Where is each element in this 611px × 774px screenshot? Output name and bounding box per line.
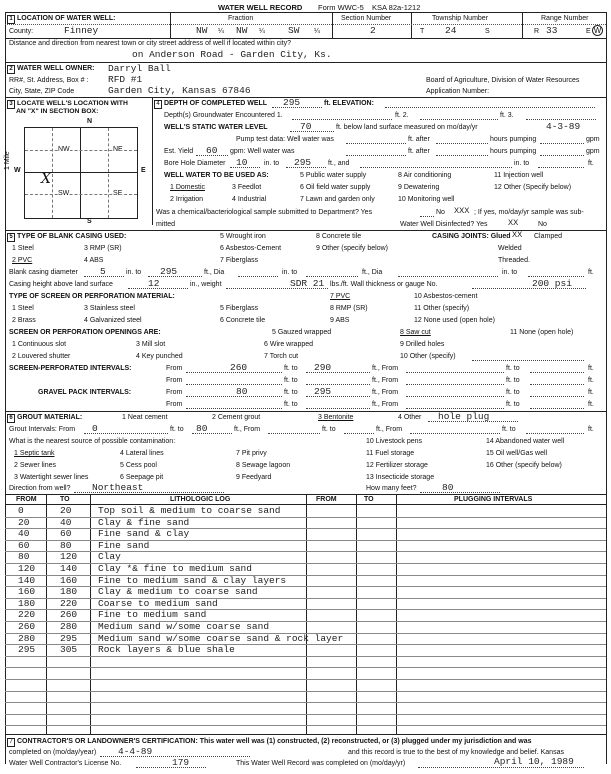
rr-label: RR#, St. Address, Box # : [9, 77, 89, 84]
range-e: E [586, 28, 591, 35]
log-row-from: 260 [18, 621, 36, 632]
section-5-title: 5 TYPE OF BLANK CASING USED: [7, 233, 126, 242]
casing-joints: CASING JOINTS: Glued [432, 233, 511, 240]
use-9: 9 Dewatering [398, 184, 440, 191]
log-row-divider [5, 528, 606, 529]
gravel-ft-from-2: ft., From [372, 401, 399, 408]
perf-from-value: 260 [230, 362, 248, 373]
log-row-divider [5, 691, 606, 692]
disinfected-yes: XX [508, 218, 519, 228]
contam-1-septic: 1 Septic tank [14, 450, 55, 457]
perf-ft-to-2: ft. to [506, 365, 520, 372]
screen-9: 9 ABS [330, 317, 350, 324]
casing-glued-mark: XX [512, 230, 523, 240]
grout-other-value: hole plug [438, 411, 490, 422]
log-row-from: 20 [18, 516, 30, 528]
screen-5: 5 Fiberglass [220, 305, 259, 312]
grout-1: 1 Neat cement [122, 414, 168, 421]
contam-5: 5 Cess pool [120, 462, 157, 469]
gravel-from-label: From [166, 389, 183, 396]
grid-s: S [87, 218, 92, 225]
application-label: Application Number: [426, 88, 490, 95]
quarter-3: ¼ [314, 28, 320, 35]
gravel-intervals-label: GRAVEL PACK INTERVALS: [38, 389, 132, 396]
screen-material-label: TYPE OF SCREEN OR PERFORATION MATERIAL: [9, 293, 175, 300]
section-value: 2 [370, 25, 376, 36]
perf-ft-to: ft. to [284, 365, 298, 372]
log-to-header: TO [60, 496, 70, 503]
use-6: 6 Oil field water supply [300, 184, 371, 191]
log-row-to: 20 [60, 505, 72, 516]
contam-11: 11 Fuel storage [366, 450, 415, 457]
grout-to-value: 80 [196, 423, 208, 434]
mitted: mitted [156, 221, 176, 228]
diameter-in-to-2: in. to [282, 269, 298, 276]
log-row-divider [5, 621, 606, 622]
use-4: 4 Industrial [232, 196, 267, 203]
fraction-2: NW [236, 25, 248, 36]
log-row-divider [5, 598, 606, 599]
log-row-to: 280 [60, 621, 78, 632]
contam-4: 4 Lateral lines [120, 450, 164, 457]
log-row-description: Clay & medium to coarse sand [98, 586, 258, 598]
log-row-divider [5, 609, 606, 610]
log-row-description: Medium sand w/some coarse sand [98, 621, 270, 632]
opening-10: 10 Other (specify) [400, 353, 456, 360]
grout-4: 4 Other [398, 414, 422, 421]
log-row-from: 295 [18, 644, 36, 656]
contamination-label: What is the nearest source of possible contamination: [9, 438, 176, 445]
use-label: WELL WATER TO BE USED AS: [164, 172, 269, 179]
bore-in-to-2: in. to [514, 160, 530, 167]
yield-label: Est. Yield [164, 148, 194, 155]
chem-no-mark: XXX [454, 206, 470, 216]
log-row-from: 220 [18, 609, 36, 621]
log-row-description: Rock layers & blue shale [98, 644, 235, 656]
distance-value: on Anderson Road - Garden City, Ks. [132, 49, 332, 60]
township-value: 24 [445, 25, 457, 36]
county-value: Finney [64, 25, 99, 36]
static-level-date: 4-3-89 [546, 121, 581, 132]
log-row-to: 160 [60, 574, 78, 586]
section-box[interactable] [24, 127, 138, 219]
township-number-label: Township Number [432, 15, 489, 22]
log-row-divider [5, 725, 606, 726]
log-row-divider [5, 563, 606, 564]
diameter-ft: ft. [588, 269, 594, 276]
gravel-to-value: 295 [314, 386, 332, 397]
chem-label: Was a chemical/bacteriological sample submitted to Department? Yes [156, 209, 373, 216]
log-row-to: 40 [60, 516, 72, 528]
log-row-divider [5, 702, 606, 703]
grout-from-value: 0 [92, 423, 98, 434]
contam-7: 7 Pit privy [236, 450, 267, 457]
pump-hours: hours pumping [490, 136, 537, 143]
fraction-label: Fraction [228, 15, 254, 22]
bore-ft-and: ft., and [328, 160, 350, 167]
log-row-divider [5, 679, 606, 680]
groundwater-ft3: ft. 3. [500, 112, 514, 119]
log-row-description: Fine to medium sand & clay layers [98, 574, 287, 586]
casing-9: 9 Other (specify below) [316, 245, 388, 252]
perf-ft-2: ft. [588, 377, 594, 384]
depth-value: 295 [283, 97, 301, 108]
log-row-description: Top soil & medium to coarse sand [98, 505, 281, 516]
yield-gpm: gpm: Well water was [230, 148, 295, 155]
screen-3: 3 Stainless steel [84, 305, 135, 312]
grout-ft-to: ft. to [170, 426, 184, 433]
grid-sw: SW [58, 190, 70, 197]
use-2: 2 Irrigation [170, 196, 204, 203]
license-value: 179 [172, 757, 190, 768]
screen-11: 11 Other (specify) [414, 305, 470, 312]
log-row-to: 260 [60, 609, 78, 621]
perf-to-value: 290 [314, 362, 332, 373]
screen-1: 1 Steel [12, 305, 34, 312]
diameter-value: 5 [100, 266, 106, 277]
log-row-divider [5, 714, 606, 715]
elevation-label: ft. ELEVATION: [324, 100, 374, 107]
owner-value: Darryl Ball [108, 63, 171, 74]
casing-clamped: Clamped [534, 233, 563, 240]
quarter-1: ¼ [218, 28, 224, 35]
section-number-label: Section Number [341, 15, 392, 22]
perf-ft: ft. [588, 365, 594, 372]
log-row-from: 40 [18, 528, 30, 540]
log-row-from: 160 [18, 586, 36, 598]
gravel-ft-to: ft. to [284, 389, 298, 396]
license-label: Water Well Contractor's License No. [9, 760, 122, 767]
perf-ft-from-2: ft., From [372, 377, 399, 384]
use-12: 12 Other (Specify below) [494, 184, 572, 191]
weight-value: SDR 21 [290, 278, 325, 289]
casing-welded: Welded [498, 245, 522, 252]
log-from-header-2: FROM [316, 496, 337, 503]
chem-no: No [436, 209, 445, 216]
contam-6: 6 Seepage pit [120, 474, 164, 481]
wall-thickness-label: lbs./ft. Wall thickness or gauge No. [330, 281, 438, 288]
log-row-to: 140 [60, 563, 78, 574]
log-row-divider [5, 656, 606, 657]
static-level-value: 70 [300, 121, 312, 132]
gravel-from-value: 80 [236, 386, 248, 397]
opening-6: 6 Wire wrapped [264, 341, 314, 348]
opening-11: 11 None (open hole) [510, 329, 574, 336]
log-row-divider [5, 575, 606, 576]
static-level-rest: ft. below land surface measured on mo/day/yr [336, 124, 478, 131]
county-label: County: [9, 28, 34, 35]
section-7-cert: 7 CONTRACTOR'S OR LANDOWNER'S CERTIFICATION: This water well was (1) constructed, (2) reconstructed, or (3) plugged under my jurisdiction and was [7, 738, 532, 747]
log-row-divider [5, 667, 606, 668]
log-row-description: Clay *& fine to medium sand [98, 563, 252, 574]
grout-intervals-label: Grout Intervals: From [9, 426, 76, 433]
range-w-circled: W [593, 26, 602, 35]
disinfected-no: No [538, 221, 547, 228]
screen-12: 12 None used (open hole) [414, 317, 495, 324]
height-in-weight: in., weight [190, 281, 222, 288]
diameter-ft-dia-2: ft., Dia [362, 269, 383, 276]
opening-3: 3 Mill slot [136, 341, 166, 348]
contam-14: 14 Abandoned water well [486, 438, 565, 445]
range-value: 33 [546, 25, 558, 36]
direction-value: Northeast [92, 482, 144, 493]
log-row-divider [5, 551, 606, 552]
section-3-title-2: AN "X" IN SECTION BOX: [16, 108, 99, 115]
opening-5: 5 Gauzed wrapped [272, 329, 332, 336]
log-plugging-header: PLUGGING INTERVALS [454, 496, 533, 503]
grout-3-bentonite: 3 Bentonite [318, 414, 354, 421]
log-row-from: 180 [18, 597, 36, 609]
casing-4: 4 ABS [84, 257, 104, 264]
screen-2: 2 Brass [12, 317, 36, 324]
board-label: Board of Agriculture, Division of Water Resources [426, 77, 580, 84]
township-s: S [485, 28, 490, 35]
contam-13: 13 Insecticide storage [366, 474, 435, 481]
diameter-ft-dia: ft., Dia [204, 269, 225, 276]
perf-from-label-2: From [166, 377, 183, 384]
casing-5: 5 Wrought iron [220, 233, 266, 240]
yield-hours: hours pumping [490, 148, 537, 155]
screen-10: 10 Asbestos-cement [414, 293, 478, 300]
city-value: Garden City, Kansas 67846 [108, 85, 251, 96]
grout-ft-to-2: ft. to [322, 426, 336, 433]
contam-12: 12 Fertilizer storage [366, 462, 428, 469]
perf-ft-to-3: ft. to [284, 377, 298, 384]
casing-7: 7 Fiberglass [220, 257, 259, 264]
grid-w: W [14, 167, 21, 174]
gravel-ft: ft. [588, 389, 594, 396]
grout-2: 2 Cement grout [212, 414, 261, 421]
diameter-label: Blank casing diameter [9, 269, 78, 276]
section-4-title: 4 DEPTH OF COMPLETED WELL [154, 100, 267, 109]
opening-8-saw-cut: 8 Saw cut [400, 329, 431, 336]
completed-value: 4-4-89 [118, 746, 153, 757]
yield-ft-after: ft. after [408, 148, 430, 155]
log-row-description: Clay [98, 551, 121, 563]
log-row-from: 280 [18, 632, 36, 644]
grid-ne: NE [113, 146, 123, 153]
log-row-from: 60 [18, 539, 30, 551]
screen-6: 6 Concrete tile [220, 317, 266, 324]
grout-ft-to-3: ft. to [502, 426, 516, 433]
bore-value: 10 [236, 157, 248, 168]
use-10: 10 Monitoring well [398, 196, 455, 203]
section-6-title: 6 GROUT MATERIAL: [7, 414, 82, 423]
grid-n: N [87, 118, 93, 125]
record-completed-value: April 10, 1989 [494, 756, 574, 767]
log-to-header-2: TO [364, 496, 374, 503]
screen-8: 8 RMP (SR) [330, 305, 368, 312]
form-number: Form WWC-5 [318, 3, 364, 12]
log-row-description: Coarse to medium sand [98, 597, 218, 609]
log-row-description: Fine sand & clay [98, 528, 190, 540]
bore-in-to: in. to [264, 160, 280, 167]
pump-test-label: Pump test data: Well water was [236, 136, 334, 143]
groundwater-label: Depth(s) Groundwater Encountered 1. [164, 112, 283, 119]
log-row-to: 80 [60, 539, 72, 551]
pump-ft-after: ft. after [408, 136, 430, 143]
fraction-1: NW [196, 25, 208, 36]
log-row-to: 180 [60, 586, 78, 598]
bore-to-value: 295 [294, 157, 312, 168]
log-row-description: Medium sand w/some coarse sand & rock layer [98, 632, 344, 644]
diameter-in-to: in. to [126, 269, 142, 276]
ksa-number: KSA 82a-1212 [372, 3, 421, 12]
log-row-to: 295 [60, 632, 78, 644]
gauge-value: 200 psi [532, 278, 572, 289]
distance-label: Distance and direction from nearest town or city street address of well if located within city? [9, 40, 292, 47]
cert-2: and this record is true to the best of my knowledge and belief. Kansas [348, 749, 564, 756]
yield-value: 60 [206, 145, 218, 156]
casing-6: 6 Asbestos-Cement [220, 245, 282, 252]
diameter-to-value: 295 [160, 266, 178, 277]
perf-ft-from: ft., From [372, 365, 399, 372]
pump-gpm: gpm [586, 136, 600, 143]
gravel-ft-to-4: ft. to [506, 401, 520, 408]
log-row-description: Fine sand [98, 539, 150, 551]
gravel-from-label-2: From [166, 401, 183, 408]
log-row-divider [5, 644, 606, 645]
static-level-label: WELL'S STATIC WATER LEVEL [164, 124, 268, 131]
log-from-header: FROM [16, 496, 37, 503]
grid-mile: 1 Mile [4, 151, 11, 170]
log-row-divider [5, 540, 606, 541]
chem-rest: ; If yes, mo/day/yr sample was sub- [474, 209, 584, 216]
contam-9: 9 Feedyard [236, 474, 272, 481]
township-t: T [420, 28, 425, 35]
grout-ft-from: ft., From [234, 426, 261, 433]
casing-8: 8 Concrete tile [316, 233, 362, 240]
range-number-label: Range Number [541, 15, 589, 22]
opening-9: 9 Drilled holes [400, 341, 445, 348]
log-row-from: 140 [18, 574, 36, 586]
opening-7: 7 Torch cut [264, 353, 299, 360]
yield-gpm-2: gpm [586, 148, 600, 155]
fraction-3: SW [288, 25, 300, 36]
groundwater-ft2: ft. 2. [395, 112, 409, 119]
record-completed-label: This Water Well Record was completed on (mo/day/yr) [236, 760, 406, 767]
bore-label: Bore Hole Diameter [164, 160, 226, 167]
gravel-ft-to-2: ft. to [506, 389, 520, 396]
log-lithologic-header: LITHOLOGIC LOG [170, 496, 231, 503]
grid-nw: NW [58, 146, 70, 153]
use-8: 8 Air conditioning [398, 172, 452, 179]
contam-3: 3 Watertight sewer lines [14, 474, 89, 481]
casing-threaded: Threaded. [498, 257, 530, 264]
contam-2: 2 Sewer lines [14, 462, 57, 469]
log-row-from: 120 [18, 563, 36, 574]
log-row-to: 60 [60, 528, 72, 540]
grout-ft: ft. [588, 426, 594, 433]
screen-4: 4 Galvanized steel [84, 317, 142, 324]
bore-ft: ft. [588, 160, 594, 167]
log-row-to: 220 [60, 597, 78, 609]
use-5: 5 Public water supply [300, 172, 367, 179]
opening-1: 1 Continuous slot [12, 341, 67, 348]
grid-se: SE [113, 190, 123, 197]
gravel-ft-2: ft. [588, 401, 594, 408]
contam-15: 15 Oil well/Gas well [486, 450, 548, 457]
how-many-feet-label: How many feet? [366, 485, 417, 492]
use-1-domestic: 1 Domestic [170, 184, 206, 191]
log-row-divider [5, 517, 606, 518]
section-3-title: 3 LOCATE WELL'S LOCATION WITH [7, 100, 128, 109]
casing-3: 3 RMP (SR) [84, 245, 122, 252]
log-row-divider [5, 586, 606, 587]
perf-ft-to-4: ft. to [506, 377, 520, 384]
log-row-from: 80 [18, 551, 30, 563]
section-1-title: 1 LOCATION OF WATER WELL: [7, 15, 116, 24]
direction-label: Direction from well? [9, 485, 71, 492]
form-title: WATER WELL RECORD [218, 3, 303, 12]
well-location-mark: X [41, 171, 51, 187]
completed-label: completed on (mo/day/year) [9, 749, 97, 756]
perforated-intervals-label: SCREEN-PERFORATED INTERVALS: [9, 365, 132, 372]
rr-value: RFD #1 [108, 74, 143, 85]
grid-e: E [141, 167, 146, 174]
how-many-feet-value: 80 [442, 482, 454, 493]
use-7: 7 Lawn and garden only [300, 196, 375, 203]
use-3: 3 Feedlot [232, 184, 262, 191]
opening-2: 2 Louvered shutter [12, 353, 71, 360]
gravel-ft-from: ft., From [372, 389, 399, 396]
screen-7-pvc: 7 PVC [330, 293, 351, 300]
grout-ft-from-2: ft., From [376, 426, 403, 433]
range-r: R [534, 28, 540, 35]
height-label: Casing height above land surface [9, 281, 113, 288]
contam-10: 10 Livestock pens [366, 438, 423, 445]
casing-2-pvc: 2 PVC [12, 257, 33, 264]
openings-label: SCREEN OR PERFORATION OPENINGS ARE: [9, 329, 161, 336]
log-row-from: 0 [18, 505, 24, 516]
contam-16: 16 Other (specify below) [486, 462, 562, 469]
use-11: 11 Injection well [494, 172, 544, 179]
disinfected-label: Water Well Disinfected? Yes [400, 221, 488, 228]
city-label: City, State, ZIP Code [9, 88, 75, 95]
log-row-description: Clay & fine sand [98, 516, 190, 528]
log-row-description: Fine to medium sand [98, 609, 207, 621]
contam-8: 8 Sewage lagoon [236, 462, 291, 469]
quarter-2: ¼ [259, 28, 265, 35]
log-row-to: 120 [60, 551, 78, 563]
perf-from-label: From [166, 365, 183, 372]
gravel-ft-to-3: ft. to [284, 401, 298, 408]
casing-1: 1 Steel [12, 245, 34, 252]
section-2-title: 2 WATER WELL OWNER: [7, 65, 95, 74]
diameter-in-to-3: in. to [502, 269, 518, 276]
opening-4: 4 Key punched [136, 353, 183, 360]
log-row-to: 305 [60, 644, 78, 656]
height-value: 12 [148, 278, 160, 289]
